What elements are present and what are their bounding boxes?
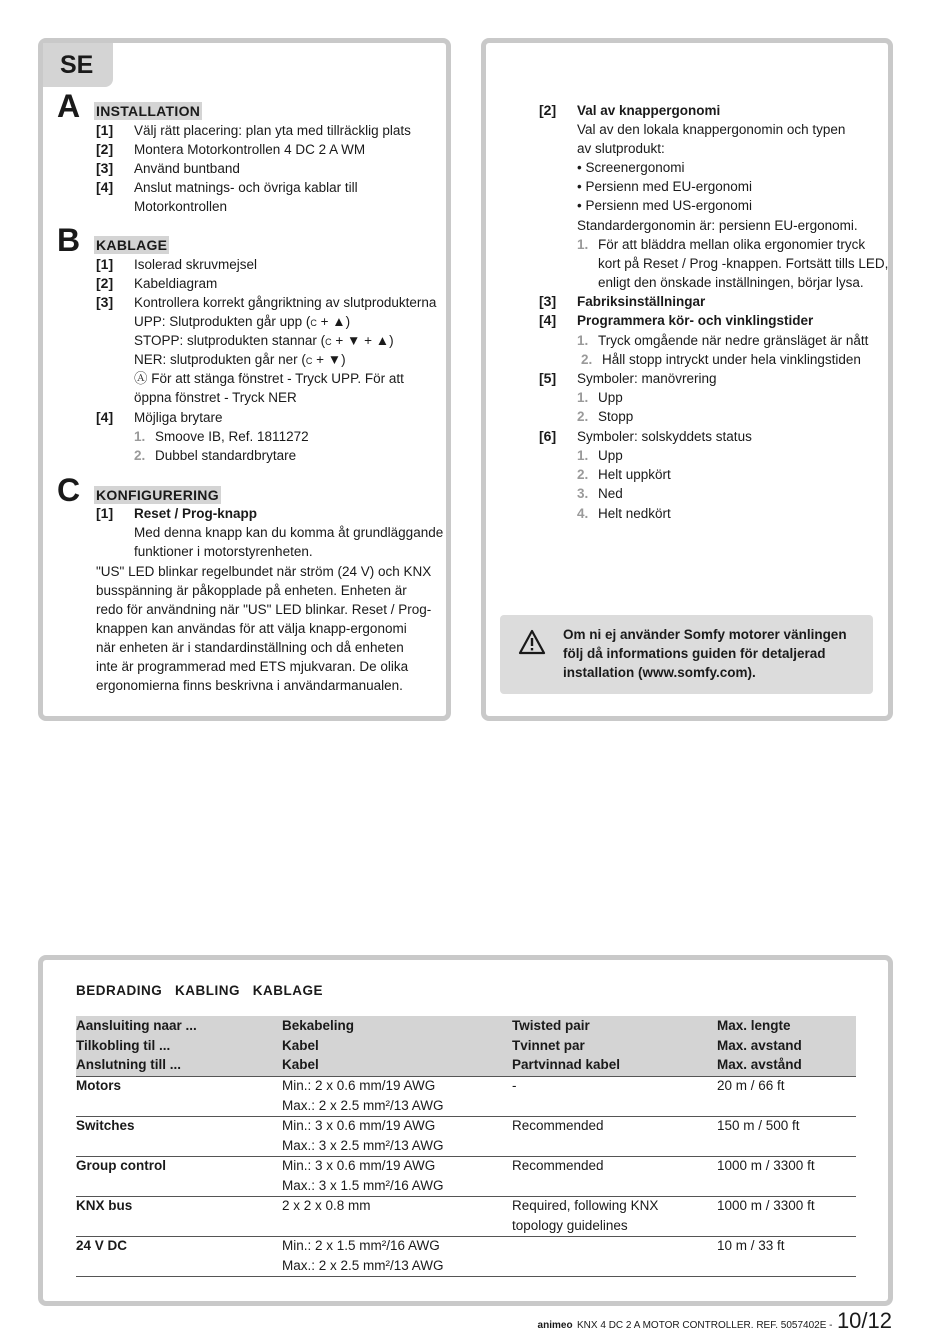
c-para-line-7: ergonomierna finns beskrivna i användarmanualen. — [96, 678, 403, 693]
r-item-2-sub-line-1: För att bläddra mellan olika ergonomier tryck — [598, 237, 866, 252]
language-tab: SE — [43, 43, 113, 87]
row-motors-name: Motors — [76, 1078, 121, 1093]
c-item-1-title: Reset / Prog-knapp — [134, 506, 258, 521]
c-para-line-3: redo för användning när "US" LED blinkar. Reset / Prog- — [96, 602, 432, 617]
r-item-6-sub-2-text: Helt uppkört — [598, 467, 671, 482]
r-item-4-title: Programmera kör- och vinklingstider — [577, 313, 814, 328]
header-col4-line3: Max. avstånd — [717, 1057, 802, 1072]
r-item-4-num: [4] — [539, 312, 557, 328]
row-switches-cable-min: Min.: 3 x 0.6 mm/19 AWG — [282, 1118, 436, 1133]
ner-text: NER: slutprodukten går ner ( — [134, 352, 306, 367]
a-item-1-text: Välj rätt placering: plan yta med tillräcklig plats — [134, 123, 411, 138]
r-item-5-title: Symboler: manövrering — [577, 371, 717, 386]
row-switches-cable-max: Max.: 3 x 2.5 mm²/13 AWG — [282, 1137, 444, 1153]
section-c-letter: C — [57, 472, 81, 508]
row-switches-twisted: Recommended — [512, 1118, 604, 1133]
a-item-4-text-cont: Motorkontrollen — [134, 199, 228, 214]
section-a-letter: A — [57, 88, 81, 124]
header-col1-line2: Tilkobling til ... — [76, 1037, 171, 1053]
warning-line-2: följ då informations guiden för detaljerad — [563, 646, 826, 662]
a-item-4-num: [4] — [96, 179, 114, 195]
header-col3-line2: Tvinnet par — [512, 1037, 585, 1053]
r-item-2-sub-line-3: enligt den önskade inställningen, börjar lysa. — [598, 275, 864, 290]
c-item-1-num: [1] — [96, 505, 114, 521]
c-item-1-line-1: Med denna knapp kan du komma åt grundläggande — [134, 525, 444, 540]
row-motors-max: 20 m / 66 ft — [717, 1078, 785, 1093]
somfy-warning-box — [500, 615, 873, 694]
row-knx-name: KNX bus — [76, 1198, 133, 1213]
row-motors-cable-min: Min.: 2 x 0.6 mm/19 AWG — [282, 1078, 436, 1093]
cabling-table-title: BEDRADING KABLING KABLAGE — [76, 983, 323, 998]
r-item-4-sub-1-num: 1. — [577, 333, 589, 348]
row-24vdc-name: 24 V DC — [76, 1238, 128, 1253]
row-group-name: Group control — [76, 1158, 166, 1173]
b-sub-2-num: 2. — [134, 448, 146, 463]
header-col2-line1: Bekabeling — [282, 1018, 355, 1033]
a-item-3-num: [3] — [96, 160, 114, 176]
r-item-5-num: [5] — [539, 370, 557, 386]
row-switches-max: 150 m / 500 ft — [717, 1118, 800, 1133]
b-sub-2-text: Dubbel standardbrytare — [155, 448, 297, 463]
b-item-3-num: [3] — [96, 294, 114, 310]
window-warning-line-1: Ⓐ För att stänga fönstret - Tryck UPP. För att — [134, 371, 404, 386]
r-item-2-line-2: av slutprodukt: — [577, 141, 665, 156]
section-b-letter: B — [57, 222, 81, 258]
r-item-2-line-1: Val av den lokala knappergonomin och typen — [577, 122, 846, 137]
upp-text: UPP: Slutprodukten går upp ( — [134, 314, 311, 329]
c-para-line-2: busspänning är påkopplade på enheten. Enheten är — [96, 583, 407, 598]
header-col1-line3: Anslutning till ... — [76, 1057, 181, 1072]
row-group-twisted: Recommended — [512, 1158, 604, 1173]
r-item-2-sub-line-2: kort på Reset / Prog -knappen. Fortsätt tills LED, — [598, 256, 889, 271]
a-item-2-text: Montera Motorkontrollen 4 DC 2 A WM — [134, 142, 366, 157]
header-col4-line2: Max. avstand — [717, 1037, 802, 1053]
c-para-line-1: "US" LED blinkar regelbundet när ström (24 V) och KNX — [96, 564, 432, 579]
c-symbol: C — [310, 318, 317, 328]
stopp-text: STOPP: slutprodukten stannar ( — [134, 333, 326, 348]
row-24vdc-cable-min: Min.: 2 x 1.5 mm²/16 AWG — [282, 1238, 440, 1253]
row-knx-cable: 2 x 2 x 0.8 mm — [282, 1198, 371, 1213]
header-col2-line3: Kabel — [282, 1057, 319, 1072]
r-item-2-sub-num: 1. — [577, 237, 589, 252]
page-number: 10/12 — [836, 1308, 892, 1333]
header-col1-line1: Aansluiting naar ... — [76, 1018, 197, 1033]
b-item-4-text: Möjliga brytare — [134, 410, 223, 425]
footer-brand: animeo — [537, 1320, 573, 1331]
table-bottom-rule — [76, 1276, 856, 1277]
r-item-3-num: [3] — [539, 293, 557, 309]
a-item-3-text: Använd buntband — [134, 161, 240, 176]
r-item-2-num: [2] — [539, 102, 557, 118]
somfy-warning-text — [563, 625, 847, 683]
header-col4-line1: Max. lengte — [717, 1018, 791, 1033]
upp-tail: + ▲) — [316, 314, 351, 329]
r-item-2-line-4: • Persienn med EU-ergonomi — [577, 179, 753, 194]
r-item-6-num: [6] — [539, 428, 557, 444]
r-item-5-sub-2-text: Stopp — [598, 409, 634, 424]
b-item-3-text: Kontrollera korrekt gångriktning av slutprodukterna — [134, 295, 437, 310]
c-symbol: C — [305, 356, 313, 366]
row-knx-max: 1000 m / 3300 ft — [717, 1198, 815, 1213]
page-footer — [538, 1308, 892, 1334]
row-knx-twisted-2: topology guidelines — [512, 1217, 628, 1233]
r-item-6-sub-4-text: Helt nedkört — [598, 506, 671, 521]
r-item-6-sub-2-num: 2. — [577, 467, 589, 482]
r-item-6-sub-1-num: 1. — [577, 448, 589, 463]
b-item-1-num: [1] — [96, 256, 114, 272]
footer-reference: KNX 4 DC 2 A MOTOR CONTROLLER. REF. 5057402E - — [577, 1320, 833, 1331]
r-item-2-line-3: • Screenergonomi — [577, 160, 685, 175]
row-24vdc-max: 10 m / 33 ft — [717, 1238, 785, 1253]
header-col3-line3: Partvinnad kabel — [512, 1057, 621, 1072]
r-item-4-sub-1-text: Tryck omgående när nedre gränsläget är nått — [598, 333, 869, 348]
r-item-6-sub-3-text: Ned — [598, 486, 623, 501]
a-item-1-num: [1] — [96, 122, 114, 138]
r-item-6-sub-4-num: 4. — [577, 506, 589, 521]
r-item-2-title: Val av knappergonomi — [577, 103, 721, 118]
r-item-6-sub-1-text: Upp — [598, 448, 623, 463]
row-motors-cable-max: Max.: 2 x 2.5 mm²/13 AWG — [282, 1097, 444, 1113]
row-group-cable-max: Max.: 3 x 1.5 mm²/16 AWG — [282, 1177, 444, 1193]
a-item-2-num: [2] — [96, 141, 114, 157]
c-para-line-6: inte är programmerad med ETS mjukvaran. De olika — [96, 659, 409, 674]
row-group-cable-min: Min.: 3 x 0.6 mm/19 AWG — [282, 1158, 436, 1173]
row-switches-name: Switches — [76, 1118, 135, 1133]
stopp-tail: + ▼ + ▲) — [331, 333, 394, 348]
warning-line-3: installation (www.somfy.com). — [563, 665, 756, 681]
r-item-4-sub-2-num: 2. — [581, 352, 593, 367]
r-item-4-sub-2-text: Håll stopp intryckt under hela vinklingstiden — [602, 352, 861, 367]
b-item-2-num: [2] — [96, 275, 114, 291]
r-item-6-title: Symboler: solskyddets status — [577, 429, 752, 444]
c-item-1-line-2: funktioner i motorstyrenheten. — [134, 544, 313, 559]
warning-line-1: Om ni ej använder Somfy motorer vänlingen — [563, 627, 847, 642]
r-item-5-sub-1-text: Upp — [598, 390, 623, 405]
row-motors-twisted: - — [512, 1078, 517, 1093]
r-item-5-sub-2-num: 2. — [577, 409, 589, 424]
c-para-line-5: när enheten är i standardinställning och då enheten — [96, 640, 404, 655]
row-knx-twisted-1: Required, following KNX — [512, 1198, 659, 1213]
row-group-max: 1000 m / 3300 ft — [717, 1158, 815, 1173]
section-c-title: KONFIGURERING — [96, 487, 219, 503]
b-item-4-num: [4] — [96, 409, 114, 425]
b-sub-1-text: Smoove IB, Ref. 1811272 — [155, 429, 309, 444]
section-b-title: KABLAGE — [96, 237, 168, 253]
b-sub-1-num: 1. — [134, 429, 146, 444]
c-para-line-4: knappen kan användas för att välja knapp-ergonomi — [96, 621, 407, 636]
r-item-2-line-6: Standardergonomin är: persienn EU-ergonomi. — [577, 218, 858, 233]
r-item-5-sub-1-num: 1. — [577, 390, 589, 405]
b-item-2-text: Kabeldiagram — [134, 276, 218, 291]
section-a-title: INSTALLATION — [96, 103, 201, 119]
a-item-4-text: Anslut matnings- och övriga kablar till — [134, 180, 358, 195]
r-item-3-title: Fabriksinställningar — [577, 294, 706, 309]
row-24vdc-cable-max: Max.: 2 x 2.5 mm²/13 AWG — [282, 1257, 444, 1273]
b-item-1-text: Isolerad skruvmejsel — [134, 257, 258, 272]
r-item-6-sub-3-num: 3. — [577, 486, 589, 501]
window-warning-line-2: öppna fönstret - Tryck NER — [134, 390, 297, 405]
ner-tail: + ▼) — [312, 352, 346, 367]
header-col3-line1: Twisted pair — [512, 1018, 590, 1033]
c-symbol: C — [325, 337, 332, 347]
header-col2-line2: Kabel — [282, 1037, 319, 1053]
warning-icon — [518, 629, 546, 655]
r-item-2-line-5: • Persienn med US-ergonomi — [577, 198, 753, 213]
